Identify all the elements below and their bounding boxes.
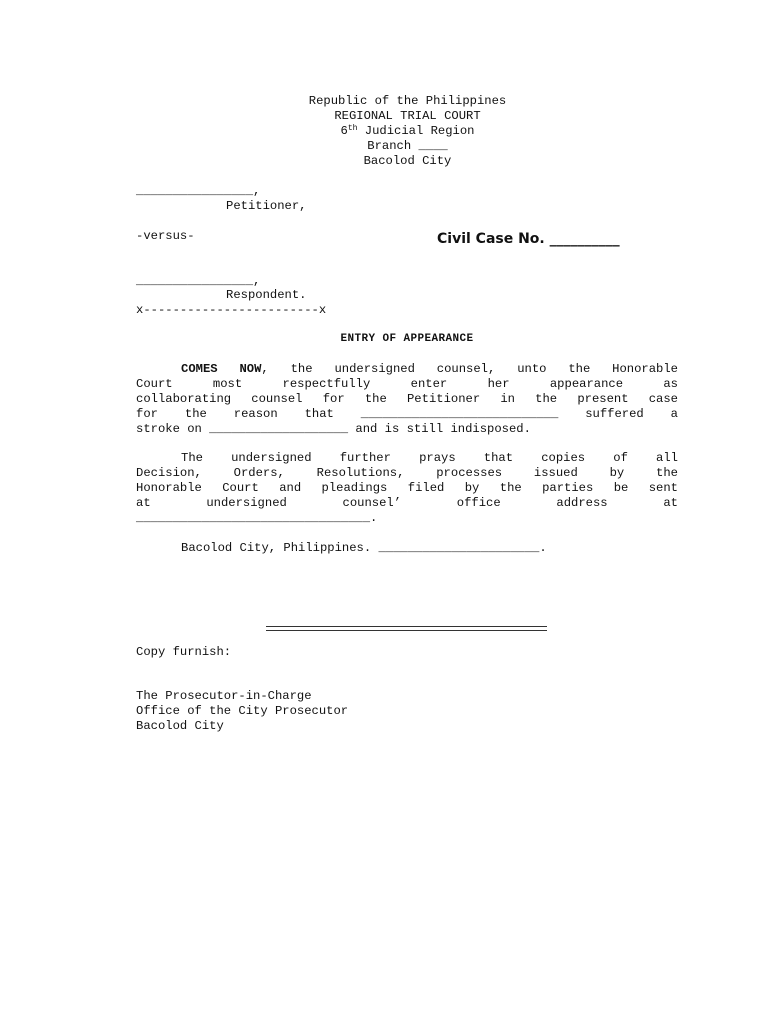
para2-line2: Decision, Orders, Resolutions, processes issued by the — [136, 466, 678, 480]
para1-line5: stroke on ___________________ and is still indisposed. — [136, 422, 531, 436]
recipient-line1: The Prosecutor-in-Charge — [136, 689, 312, 703]
paragraph-comes-now — [136, 362, 678, 437]
respondent-blank: ________________, — [136, 274, 261, 288]
recipient-line3: Bacolod City — [136, 719, 224, 733]
respondent-label: Respondent. — [226, 288, 307, 302]
para2-line5: ________________________________. — [136, 511, 378, 525]
branch-line: Branch ____ — [367, 139, 448, 153]
court-name: REGIONAL TRIAL COURT — [334, 109, 481, 123]
document-title: ENTRY OF APPEARANCE — [340, 333, 474, 345]
recipient-line2: Office of the City Prosecutor — [136, 704, 349, 718]
judicial-region: 6th Judicial Region — [340, 124, 475, 138]
petitioner-label: Petitioner, — [226, 199, 307, 213]
republic-line: Republic of the Philippines — [308, 94, 507, 108]
para1-line1: COMES NOW, the undersigned counsel, unto the Honorable — [181, 362, 678, 376]
para1-line2: Court most respectfully enter her appearance as — [136, 377, 678, 391]
city-line: Bacolod City — [363, 154, 452, 168]
place-and-date: Bacolod City, Philippines. ______________________. — [181, 541, 547, 555]
copy-furnish-label: Copy furnish: — [136, 645, 232, 659]
para1-line3: collaborating counsel for the Petitioner in the present case — [136, 392, 678, 406]
caption-separator: x------------------------x — [136, 303, 327, 317]
para2-line3: Honorable Court and pleadings filed by the parties be sent — [136, 481, 678, 495]
para2-line4: at undersigned counsel’ office address at — [136, 496, 678, 510]
versus-label: -versus- — [136, 229, 195, 243]
petitioner-blank: ________________, — [136, 184, 261, 198]
civil-case-number: Civil Case No. __________ — [437, 231, 620, 247]
court-header — [200, 94, 615, 169]
signature-line — [266, 626, 547, 631]
para2-line1: The undersigned further prays that copies of all — [181, 451, 678, 465]
para1-line4: for the reason that ___________________________ suffered a — [136, 407, 678, 421]
paragraph-prays — [136, 451, 678, 526]
